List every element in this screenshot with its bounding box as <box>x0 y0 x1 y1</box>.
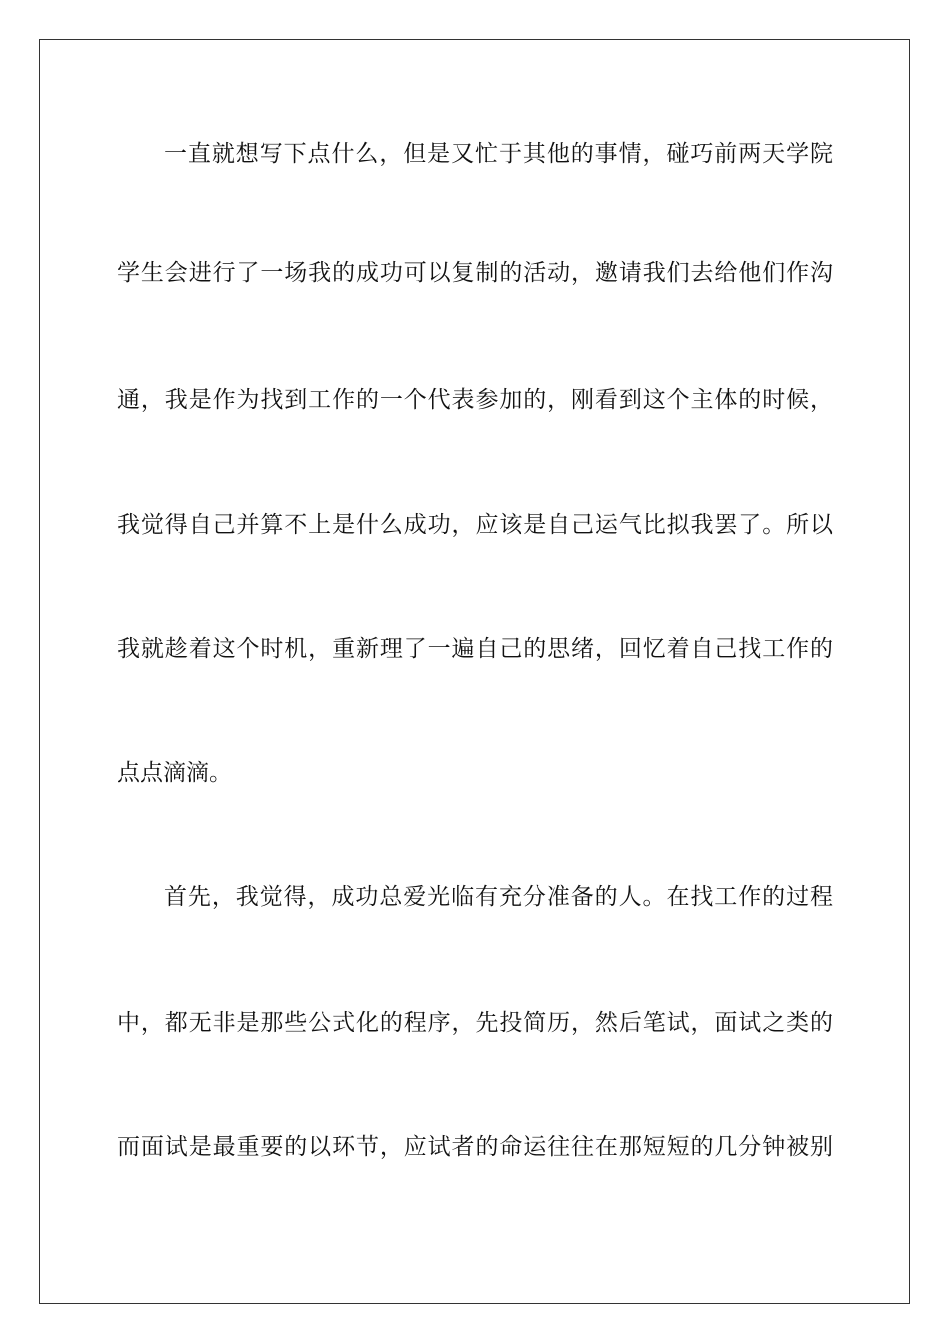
page-frame <box>39 39 910 1304</box>
paragraph-1-line-2: 学生会进行了一场我的成功可以复制的活动，邀请我们去给他们作沟 <box>117 260 833 286</box>
paragraph-2-line-1: 首先，我觉得，成功总爱光临有充分准备的人。在找工作的过程 <box>164 884 833 910</box>
paragraph-1-line-4: 我觉得自己并算不上是什么成功，应该是自己运气比拟我罢了。所以 <box>117 512 833 538</box>
paragraph-1-line-5: 我就趁着这个时机，重新理了一遍自己的思绪，回忆着自己找工作的 <box>117 636 833 662</box>
paragraph-1-line-3: 通，我是作为找到工作的一个代表参加的，刚看到这个主体的时候， <box>117 387 833 413</box>
paragraph-2-line-2: 中，都无非是那些公式化的程序，先投简历，然后笔试，面试之类的 <box>117 1010 833 1036</box>
paragraph-1-line-1: 一直就想写下点什么，但是又忙于其他的事情，碰巧前两天学院 <box>164 141 833 167</box>
paragraph-1-line-6: 点点滴滴。 <box>117 760 232 786</box>
paragraph-2-line-3: 而面试是最重要的以环节，应试者的命运往往在那短短的几分钟被别 <box>117 1134 833 1160</box>
